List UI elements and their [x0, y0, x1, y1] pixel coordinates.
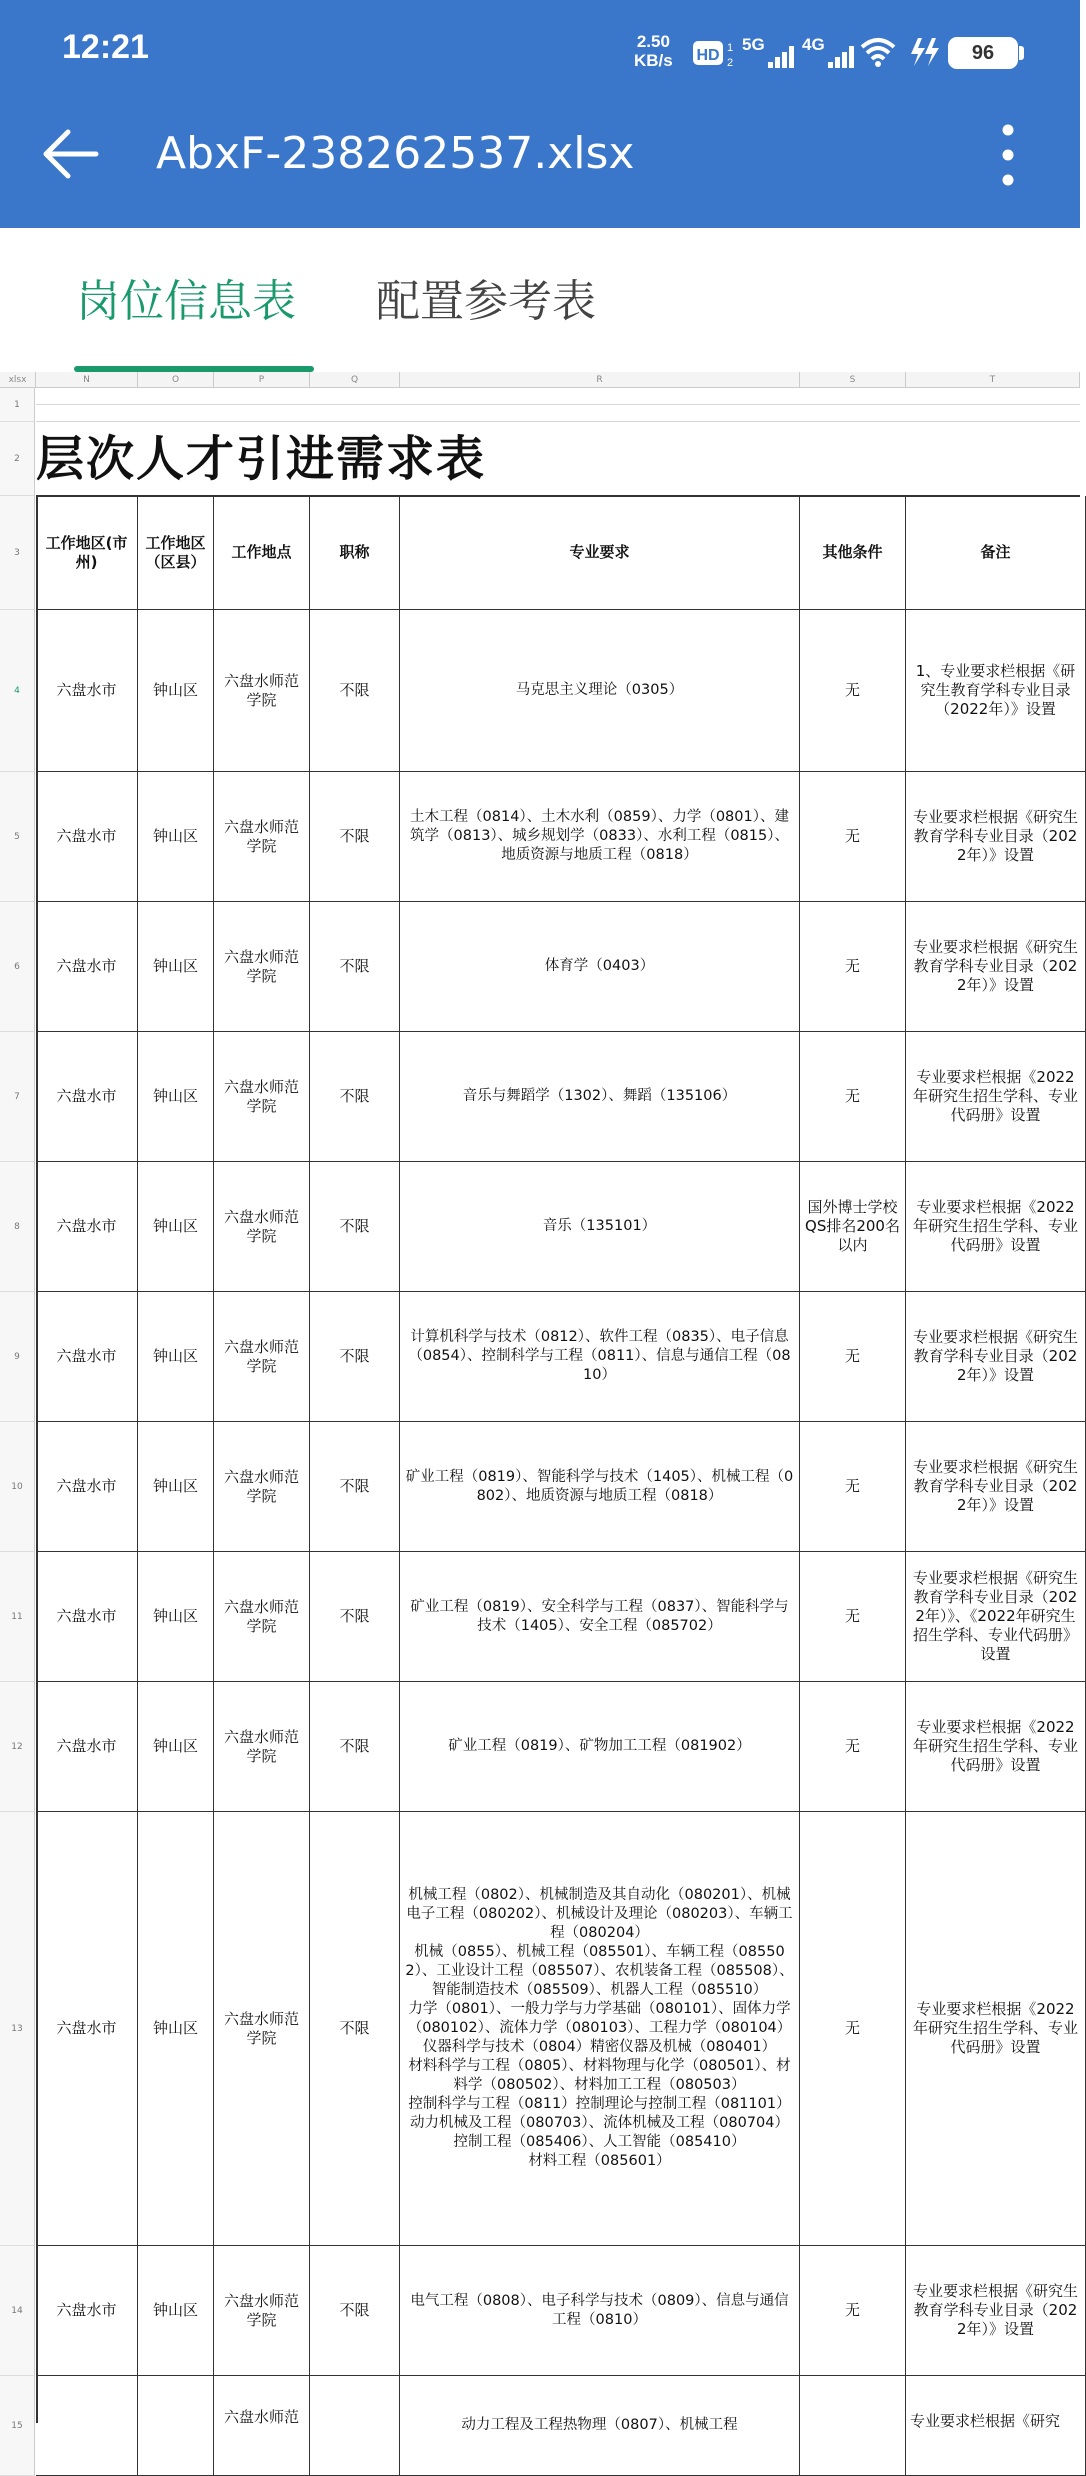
cell-major[interactable]: 土木工程（0814）、土木水利（0859）、力学（0801）、建筑学（0813）、城乡规划学（0833）、水利工程（0815）、地质资源与地质工程（0818）: [400, 772, 800, 902]
cell-district[interactable]: 钟山区: [138, 1682, 214, 1812]
column-header-t[interactable]: T: [906, 372, 1080, 388]
major-line: 动力机械及工程（080703）、流体机械及工程（080704）: [410, 2115, 789, 2131]
back-arrow-icon[interactable]: [38, 122, 102, 186]
row-header-9[interactable]: 9: [0, 1292, 35, 1422]
svg-text:1: 1: [726, 42, 734, 54]
cell-other[interactable]: 无: [800, 902, 906, 1032]
status-time: 12:21: [62, 28, 149, 66]
4g-signal-icon: [802, 32, 858, 72]
tab-config-reference[interactable]: 配置参考表: [376, 276, 596, 327]
cell-note[interactable]: 专业要求栏根据《研究生教育学科专业目录（2022年）》设置: [906, 772, 1086, 902]
major-line: 材料科学与工程（0805）、材料物理与化学（080501）、材料学（080502）、材料加工工程（080503）: [408, 2058, 791, 2093]
cell-district[interactable]: [138, 2376, 214, 2476]
cell-title[interactable]: 不限: [310, 902, 400, 1032]
cell-major[interactable]: 矿业工程（0819）、安全科学与工程（0837）、智能科学与技术（1405）、安全工程（085702）: [400, 1552, 800, 1682]
cell-major[interactable]: 音乐（135101）: [400, 1162, 800, 1292]
row-header-11[interactable]: 11: [0, 1552, 35, 1682]
major-line: 控制科学与工程（0811）控制理论与控制工程（081101）: [408, 2096, 791, 2112]
battery-icon: 96: [948, 37, 1018, 69]
svg-text:5G: 5G: [742, 35, 765, 54]
cell-place[interactable]: 六盘水师范学院: [214, 1162, 310, 1292]
cell-other[interactable]: 无: [800, 1682, 906, 1812]
cell-place[interactable]: 六盘水师范学院: [214, 1552, 310, 1682]
wifi-icon: [858, 36, 898, 68]
cell-district[interactable]: 钟山区: [138, 902, 214, 1032]
battery-tip: [1019, 46, 1024, 60]
cell-place[interactable]: 六盘水师范学院: [214, 1032, 310, 1162]
cell-other[interactable]: 无: [800, 1032, 906, 1162]
cell-other[interactable]: 无: [800, 1552, 906, 1682]
cell-other[interactable]: 无: [800, 610, 906, 772]
row-header-15[interactable]: 15: [0, 2376, 35, 2476]
cell-note[interactable]: 专业要求栏根据《2022年研究生招生学科、专业代码册》设置: [906, 1682, 1086, 1812]
network-speed: [634, 32, 673, 70]
major-line: 机械工程（0802）、机械制造及其自动化（080201）、机械电子工程（080202）、机械设计及理论（080203）、车辆工程（080204）: [406, 1887, 793, 1941]
cell-major[interactable]: 体育学（0403）: [400, 902, 800, 1032]
cell-note[interactable]: 专业要求栏根据《2022年研究生招生学科、专业代码册》设置: [906, 1162, 1086, 1292]
cell-title[interactable]: 不限: [310, 610, 400, 772]
cell-place[interactable]: 六盘水师范: [214, 2376, 310, 2476]
cell-major[interactable]: 计算机科学与技术（0812）、软件工程（0835）、电子信息（0854）、控制科学与工程（0811）、信息与通信工程（0810）: [400, 1292, 800, 1422]
cell-title[interactable]: 不限: [310, 1162, 400, 1292]
row-header-7[interactable]: 7: [0, 1032, 35, 1162]
cell-title[interactable]: 不限: [310, 1812, 400, 2246]
cell-other[interactable]: [800, 2376, 906, 2476]
cell-major[interactable]: 矿业工程（0819）、智能科学与技术（1405）、机械工程（0802）、地质资源与地质工程（0818）: [400, 1422, 800, 1552]
cell-other[interactable]: 无: [800, 772, 906, 902]
cell-city[interactable]: 六盘水市: [36, 1032, 138, 1162]
header-other[interactable]: 其他条件: [800, 496, 906, 610]
cell-major[interactable]: 电气工程（0808）、电子科学与技术（0809）、信息与通信工程（0810）: [400, 2246, 800, 2376]
cell-title[interactable]: 不限: [310, 1422, 400, 1552]
column-header-o[interactable]: O: [138, 372, 214, 388]
header-major[interactable]: 专业要求: [400, 496, 800, 610]
cell-city[interactable]: 六盘水市: [36, 772, 138, 902]
cell-note[interactable]: 专业要求栏根据《2022年研究生招生学科、专业代码册》设置: [906, 1812, 1086, 2246]
cell-district[interactable]: 钟山区: [138, 1292, 214, 1422]
network-speed-value: 2.50: [636, 32, 670, 51]
cell-title[interactable]: 不限: [310, 1682, 400, 1812]
status-bar: [0, 0, 1080, 100]
header-city[interactable]: 工作地区(市州): [36, 496, 138, 610]
cell-city[interactable]: 六盘水市: [36, 1812, 138, 2246]
cell-note[interactable]: 专业要求栏根据《研究: [906, 2376, 1086, 2476]
app-bar: [0, 0, 1080, 228]
more-vert-icon[interactable]: [990, 120, 1026, 190]
cell-title[interactable]: 不限: [310, 772, 400, 902]
cell-district[interactable]: 钟山区: [138, 2246, 214, 2376]
cell-district[interactable]: 钟山区: [138, 1032, 214, 1162]
cell-place[interactable]: 六盘水师范学院: [214, 1812, 310, 2246]
cell-major[interactable]: 矿业工程（0819）、矿物加工工程（081902）: [400, 1682, 800, 1812]
major-line: 仪器科学与技术（0804）精密仪器及机械（080401）: [422, 2039, 777, 2055]
row-header-5[interactable]: 5: [0, 772, 35, 902]
row-header-1[interactable]: 1: [0, 388, 35, 422]
gridline: [36, 404, 1080, 405]
row-header-14[interactable]: 14: [0, 2246, 35, 2376]
svg-text:2: 2: [726, 57, 734, 69]
cell-other[interactable]: 无: [800, 1812, 906, 2246]
cell-city[interactable]: 六盘水市: [36, 1682, 138, 1812]
cell-city[interactable]: 六盘水市: [36, 1422, 138, 1552]
hd-voice-icon: [692, 38, 736, 68]
cell-district[interactable]: 钟山区: [138, 772, 214, 902]
cell-note[interactable]: 专业要求栏根据《研究生教育学科专业目录（2022年）》设置: [906, 1292, 1086, 1422]
cell-place[interactable]: 六盘水师范学院: [214, 610, 310, 772]
cell-major[interactable]: 马克思主义理论（0305）: [400, 610, 800, 772]
tab-position-info[interactable]: 岗位信息表: [76, 276, 296, 327]
row-header-12[interactable]: 12: [0, 1682, 35, 1812]
cell-place[interactable]: 六盘水师范学院: [214, 772, 310, 902]
cell-note[interactable]: 专业要求栏根据《研究生教育学科专业目录（2022年）》设置: [906, 902, 1086, 1032]
cell-district[interactable]: 钟山区: [138, 610, 214, 772]
corner-cell: xlsx: [0, 372, 36, 388]
cell-major[interactable]: 动力工程及工程热物理（0807）、机械工程: [400, 2376, 800, 2476]
column-header-r[interactable]: R: [400, 372, 800, 388]
cell-district[interactable]: 钟山区: [138, 1812, 214, 2246]
cell-other[interactable]: 无: [800, 1292, 906, 1422]
cell-note[interactable]: 1、专业要求栏根据《研究生教育学科专业目录（2022年）》设置: [906, 610, 1086, 772]
cell-title[interactable]: 不限: [310, 1032, 400, 1162]
cell-place[interactable]: 六盘水师范学院: [214, 902, 310, 1032]
cell-note[interactable]: 专业要求栏根据《研究生教育学科专业目录（2022年）》设置: [906, 1422, 1086, 1552]
row-header-4[interactable]: 4: [0, 610, 35, 772]
row-header-10[interactable]: 10: [0, 1422, 35, 1552]
spreadsheet-grid[interactable]: [0, 372, 1080, 2433]
column-header-p[interactable]: P: [214, 372, 310, 388]
svg-text:HD: HD: [696, 47, 720, 64]
svg-text:4G: 4G: [802, 35, 825, 54]
row-header-8[interactable]: 8: [0, 1162, 35, 1292]
cell-major[interactable]: 音乐与舞蹈学（1302）、舞蹈（135106）: [400, 1032, 800, 1162]
header-place[interactable]: 工作地点: [214, 496, 310, 610]
cell-district[interactable]: 钟山区: [138, 1422, 214, 1552]
major-line: 控制工程（085406）、人工智能（085410）: [453, 2134, 746, 2150]
cell-other[interactable]: 无: [800, 1422, 906, 1552]
major-line: 力学（0801）、一般力学与力学基础（080101）、固体力学（080102）、流体力学（080103）、工程力学（080104）: [407, 2001, 792, 2036]
row-header-3[interactable]: 3: [0, 496, 35, 610]
column-header-q[interactable]: Q: [310, 372, 400, 388]
cell-place[interactable]: 六盘水师范学院: [214, 1292, 310, 1422]
cell-other[interactable]: 无: [800, 2246, 906, 2376]
network-speed-unit: KB/s: [634, 51, 673, 70]
header-note[interactable]: 备注: [906, 496, 1086, 610]
cell-place[interactable]: 六盘水师范学院: [214, 1422, 310, 1552]
cell-note[interactable]: 专业要求栏根据《研究生教育学科专业目录（2022年）》、《2022年研究生招生学科、专业代码册》设置: [906, 1552, 1086, 1682]
major-line: 机械（0855）、机械工程（085501）、车辆工程（085502）、工业设计工程（085507）、农机装备工程（085508）、智能制造技术（085509）、机器人工程（085510）: [405, 1944, 794, 1998]
column-header-n[interactable]: N: [36, 372, 138, 388]
cell-city[interactable]: 六盘水市: [36, 1162, 138, 1292]
file-title: AbxF-238262537.xlsx: [156, 128, 635, 179]
header-title[interactable]: 职称: [310, 496, 400, 610]
5g-signal-icon: [742, 32, 798, 72]
cell-district[interactable]: 钟山区: [138, 1162, 214, 1292]
cell-city[interactable]: 六盘水市: [36, 1552, 138, 1682]
cell-title[interactable]: 不限: [310, 2246, 400, 2376]
cell-city[interactable]: 六盘水市: [36, 610, 138, 772]
charging-icon: [908, 36, 942, 68]
cell-title[interactable]: 不限: [310, 1292, 400, 1422]
row-header-2[interactable]: 2: [0, 422, 35, 496]
major-line: 材料工程（085601）: [528, 2153, 671, 2169]
cell-title[interactable]: [310, 2376, 400, 2476]
cell-other[interactable]: 国外博士学校QS排名200名以内: [800, 1162, 906, 1292]
cell-district[interactable]: 钟山区: [138, 1552, 214, 1682]
cell-note[interactable]: 专业要求栏根据《2022年研究生招生学科、专业代码册》设置: [906, 1032, 1086, 1162]
cell-city[interactable]: [36, 2376, 138, 2476]
cell-city[interactable]: 六盘水市: [36, 902, 138, 1032]
row-header-6[interactable]: 6: [0, 902, 35, 1032]
cell-major[interactable]: [400, 1812, 800, 2246]
cell-note[interactable]: 专业要求栏根据《研究生教育学科专业目录（2022年）》设置: [906, 2246, 1086, 2376]
cell-title[interactable]: 不限: [310, 1552, 400, 1682]
cell-place[interactable]: 六盘水师范学院: [214, 2246, 310, 2376]
cell-city[interactable]: 六盘水市: [36, 2246, 138, 2376]
header-district[interactable]: 工作地区（区县）: [138, 496, 214, 610]
sheet-tabs: [0, 228, 1080, 372]
cell-city[interactable]: 六盘水市: [36, 1292, 138, 1422]
column-header-s[interactable]: S: [800, 372, 906, 388]
row-header-13[interactable]: 13: [0, 1812, 35, 2246]
cell-place[interactable]: 六盘水师范学院: [214, 1682, 310, 1812]
sheet-title[interactable]: 层次人才引进需求表: [36, 431, 487, 487]
